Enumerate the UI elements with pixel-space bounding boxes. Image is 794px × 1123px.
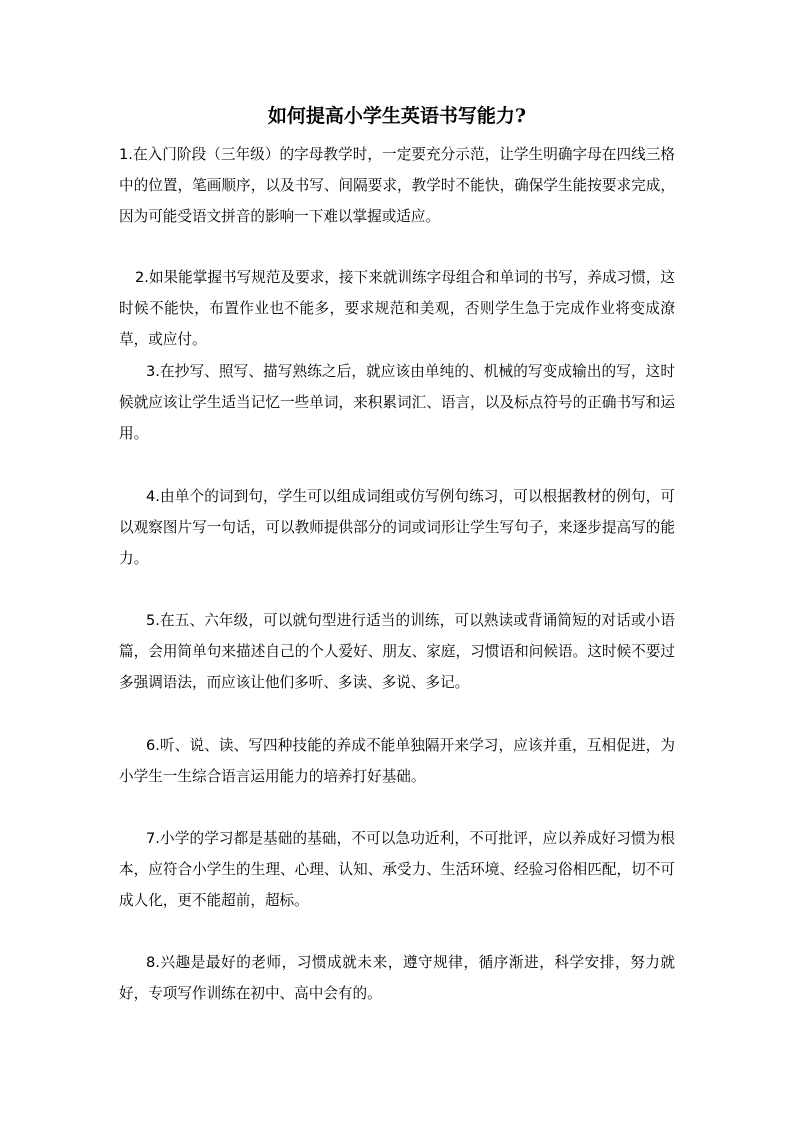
paragraph-1: 1.在入门阶段（三年级）的字母教学时，一定要充分示范，让学生明确字母在四线三格中的位置，笔画顺序，以及书写、间隔要求，教学时不能快，确保学生能按要求完成，因为可能受语文拼音的影响一下难以掌握或适应。 — [119, 146, 675, 225]
paragraph-4: 4.由单个的词到句，学生可以组成词组或仿写例句练习，可以根据教材的例句，可以观察图片写一句话，可以教师提供部分的词或词形让学生写句子，来逐步提高写的能力。 — [119, 488, 675, 567]
document-title: 如何提高小学生英语书写能力? — [267, 105, 527, 127]
paragraph-5: 5.在五、六年级，可以就句型进行适当的训练，可以熟读或背诵简短的对话或小语篇，会用简单句来描述自己的个人爱好、朋友、家庭，习惯语和问候语。这时候不要过多强调语法，而应该让他们多听、多读、多说、多记。 — [119, 612, 675, 691]
paragraph-8: 8.兴趣是最好的老师，习惯成就未来，遵守规律，循序渐进，科学安排，努力就好，专项写作训练在初中、高中会有的。 — [119, 954, 675, 1002]
paragraph-2: 2.如果能掌握书写规范及要求，接下来就训练字母组合和单词的书写，养成习惯，这时候不能快，布置作业也不能多，要求规范和美观，否则学生急于完成作业将变成潦草，或应付。 — [119, 269, 675, 348]
paragraph-7: 7.小学的学习都是基础的基础，不可以急功近利，不可批评，应以养成好习惯为根本，应符合小学生的生理、心理、认知、承受力、生活环境、经验习俗相匹配，切不可成人化，更不能超前，超标。 — [119, 830, 675, 909]
paragraph-3: 3.在抄写、照写、描写熟练之后，就应该由单纯的、机械的写变成输出的写，这时候就应该让学生适当记忆一些单词，来积累词汇、语言，以及标点符号的正确书写和运用。 — [119, 363, 675, 442]
paragraph-6: 6.听、说、读、写四种技能的养成不能单独隔开来学习，应该并重，互相促进，为小学生一生综合语言运用能力的培养打好基础。 — [119, 737, 675, 785]
